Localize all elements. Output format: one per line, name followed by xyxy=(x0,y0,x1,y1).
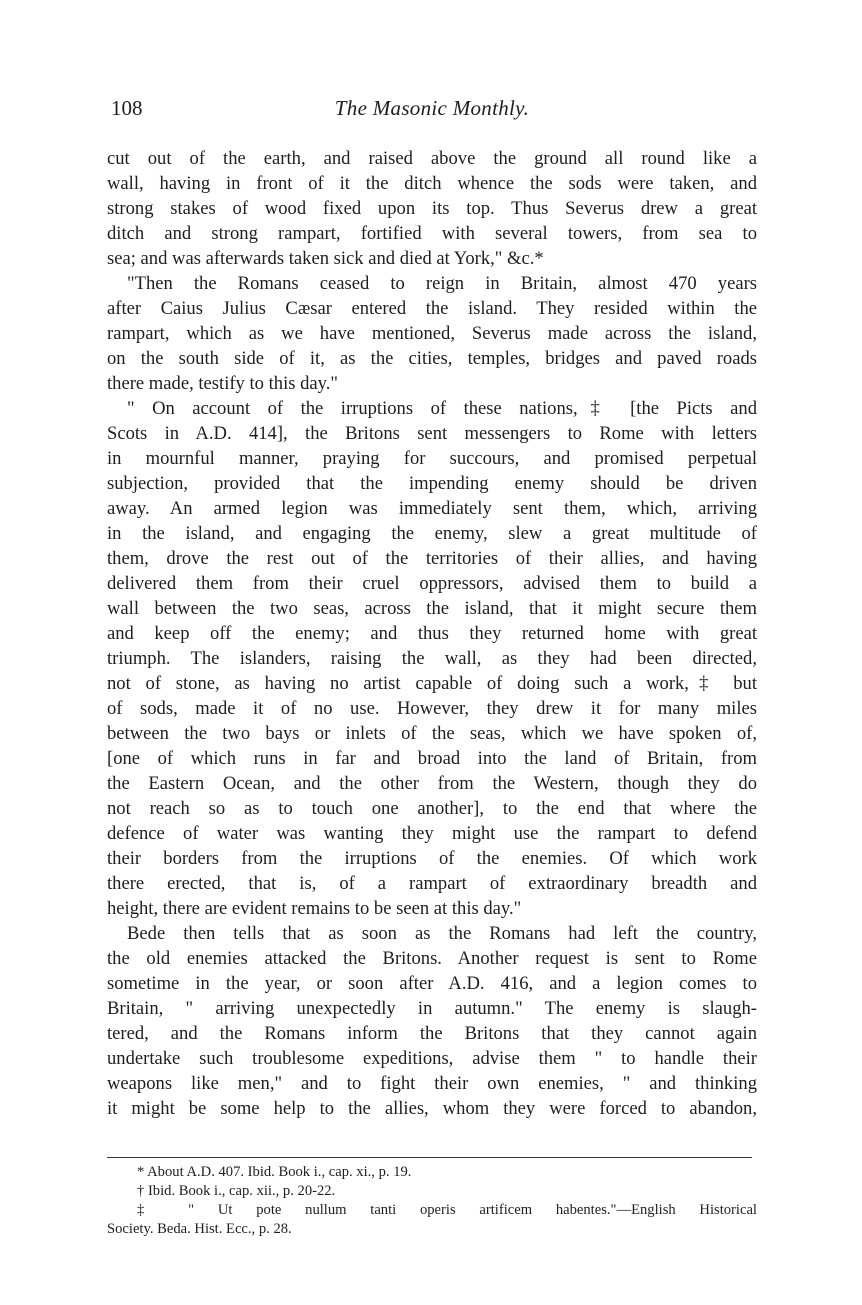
text-line: wall between the two seas, across the island, that it might secure them xyxy=(107,598,757,619)
text-line: there made, testify to this day." xyxy=(107,373,338,394)
text-line: not reach so as to touch one another], to the end that where the xyxy=(107,798,757,819)
footnote: * About A.D. 407. Ibid. Book i., cap. xi., p. 19. xyxy=(137,1164,412,1180)
body-text xyxy=(107,146,757,1121)
text-line: there erected, that is, of a rampart of extraordinary breadth and xyxy=(107,873,757,894)
text-line: Scots in A.D. 414], the Britons sent messengers to Rome with letters xyxy=(107,423,757,444)
text-line: undertake such troublesome expeditions, advise them " to handle their xyxy=(107,1048,757,1069)
page-number: 108 xyxy=(111,96,143,120)
footnote: ‡ " Ut pote nullum tanti operis artificem habentes."—English Historical xyxy=(137,1202,757,1218)
text-line: and keep off the enemy; and thus they returned home with great xyxy=(107,623,757,644)
footnote: † Ibid. Book i., cap. xii., p. 20-22. xyxy=(137,1183,336,1199)
text-line: them, drove the rest out of the territories of their allies, and having xyxy=(107,548,757,569)
text-line: between the two bays or inlets of the seas, which we have spoken of, xyxy=(107,723,757,744)
page-header xyxy=(107,96,757,126)
text-line: away. An armed legion was immediately sent them, which, arriving xyxy=(107,498,757,519)
text-line: of sods, made it of no use. However, they drew it for many miles xyxy=(107,698,757,719)
text-line: triumph. The islanders, raising the wall, as they had been directed, xyxy=(107,648,757,669)
text-line: tered, and the Romans inform the Britons that they cannot again xyxy=(107,1023,757,1044)
text-line: it might be some help to the allies, whom they were forced to abandon, xyxy=(107,1098,757,1119)
text-line: sometime in the year, or soon after A.D. 416, and a legion comes to xyxy=(107,973,757,994)
text-line: their borders from the irruptions of the enemies. Of which work xyxy=(107,848,757,869)
text-line: the Eastern Ocean, and the other from the Western, though they do xyxy=(107,773,757,794)
text-line: delivered them from their cruel oppressors, advised them to build a xyxy=(107,573,757,594)
text-line: on the south side of it, as the cities, temples, bridges and paved roads xyxy=(107,348,757,369)
text-line: in mournful manner, praying for succours, and promised perpetual xyxy=(107,448,757,469)
text-line: sea; and was afterwards taken sick and died at York," &c.* xyxy=(107,248,544,269)
text-line: height, there are evident remains to be seen at this day." xyxy=(107,898,522,919)
text-line: in the island, and engaging the enemy, slew a great multitude of xyxy=(107,523,757,544)
footnote-divider xyxy=(107,1157,752,1158)
footnotes xyxy=(107,1163,757,1239)
footnote: Society. Beda. Hist. Ecc., p. 28. xyxy=(107,1221,292,1237)
text-line: subjection, provided that the impending enemy should be driven xyxy=(107,473,757,494)
text-line: defence of water was wanting they might use the rampart to defend xyxy=(107,823,757,844)
text-line: not of stone, as having no artist capable of doing such a work,‡ but xyxy=(107,673,757,694)
running-title: The Masonic Monthly. xyxy=(334,96,530,120)
text-line: [one of which runs in far and broad into the land of Britain, from xyxy=(107,748,757,769)
text-line: "Then the Romans ceased to reign in Britain, almost 470 years xyxy=(127,273,757,294)
text-line: weapons like men," and to fight their own enemies, " and thinking xyxy=(107,1073,757,1094)
text-line: Bede then tells that as soon as the Romans had left the country, xyxy=(127,923,757,944)
text-line: Britain, " arriving unexpectedly in autumn." The enemy is slaugh- xyxy=(107,998,757,1019)
text-line: after Caius Julius Cæsar entered the island. They resided within the xyxy=(107,298,757,319)
text-line: wall, having in front of it the ditch whence the sods were taken, and xyxy=(107,173,757,194)
text-line: " On account of the irruptions of these nations,‡ [the Picts and xyxy=(127,398,757,419)
text-line: rampart, which as we have mentioned, Severus made across the island, xyxy=(107,323,757,344)
text-line: strong stakes of wood fixed upon its top. Thus Severus drew a great xyxy=(107,198,757,219)
text-line: ditch and strong rampart, fortified with several towers, from sea to xyxy=(107,223,757,244)
text-line: the old enemies attacked the Britons. Another request is sent to Rome xyxy=(107,948,757,969)
text-line: cut out of the earth, and raised above the ground all round like a xyxy=(107,148,757,169)
